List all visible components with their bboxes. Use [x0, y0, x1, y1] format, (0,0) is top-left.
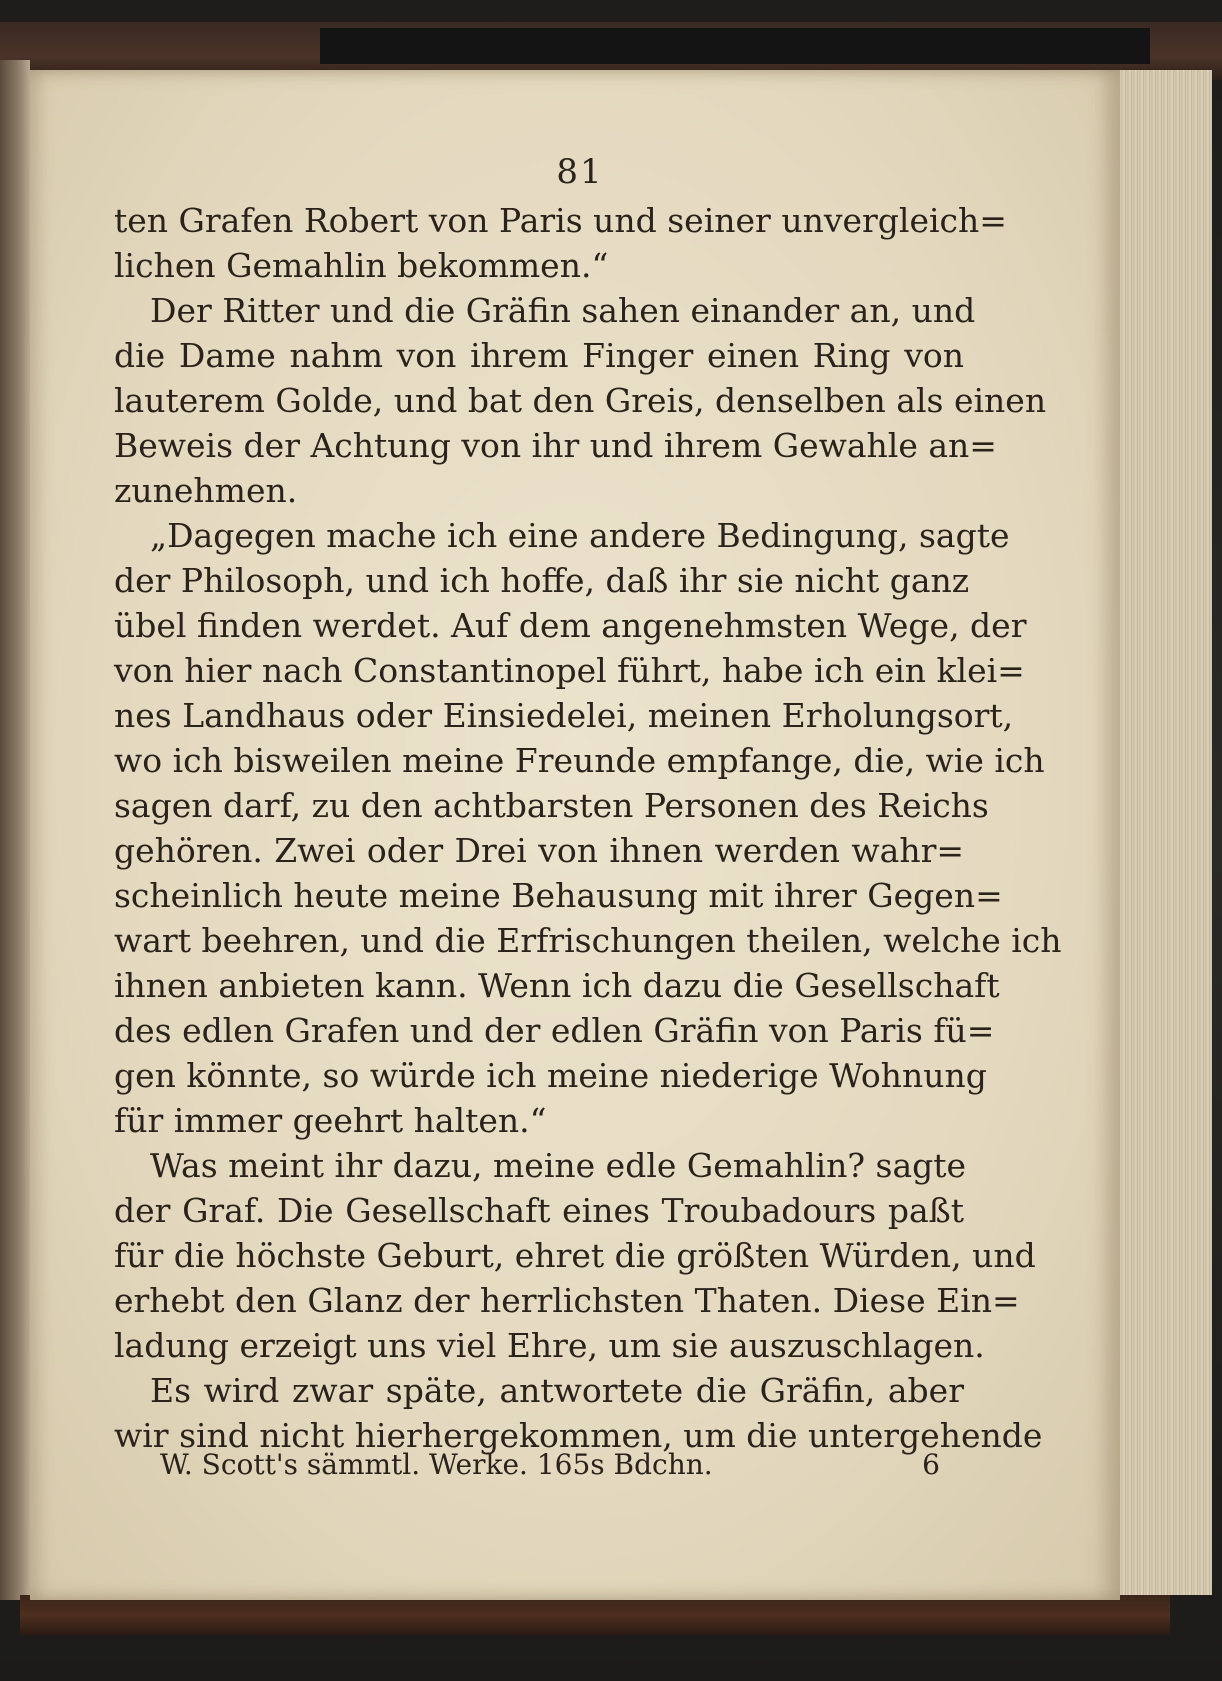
- text-line: wir sind nicht hierhergekommen, um die untergehende: [114, 1416, 1043, 1455]
- text-line: erhebt den Glanz der herrlichsten Thaten. Diese Ein=: [114, 1281, 1020, 1320]
- text-line: ten Grafen Robert von Paris und seiner unvergleich=: [114, 201, 1007, 240]
- left-gutter: [0, 60, 30, 1600]
- text-line: „Dagegen mache ich eine andere Bedingung, sagte: [150, 516, 1010, 555]
- text-line: wo ich bisweilen meine Freunde empfange, die, wie ich: [114, 741, 1045, 780]
- text-line: Es wird zwar späte, antwortete die Gräfin, aber: [150, 1371, 964, 1410]
- footer-sheet-number: 6: [922, 1448, 940, 1481]
- book-page: [30, 70, 1120, 1600]
- text-line: scheinlich heute meine Behausung mit ihrer Gegen=: [114, 876, 1003, 915]
- text-line: übel finden werdet. Auf dem angenehmsten Wege, der: [114, 606, 1027, 645]
- text-line: die Dame nahm von ihrem Finger einen Ring von: [114, 336, 964, 375]
- text-line: für die höchste Geburt, ehret die größten Würden, und: [114, 1236, 1036, 1275]
- text-line: nes Landhaus oder Einsiedelei, meinen Erholungsort,: [114, 696, 1014, 735]
- footer-signature: W. Scott's sämmtl. Werke. 165s Bdchn.: [160, 1448, 713, 1481]
- text-line: ihnen anbieten kann. Wenn ich dazu die Gesellschaft: [114, 966, 1000, 1005]
- text-line: gen könnte, so würde ich meine niederige Wohnung: [114, 1056, 987, 1095]
- text-line: der Graf. Die Gesellschaft eines Troubadours paßt: [114, 1191, 964, 1230]
- text-line: zunehmen.: [114, 471, 298, 510]
- text-line: der Philosoph, und ich hoffe, daß ihr sie nicht ganz: [114, 561, 970, 600]
- body-text: [114, 198, 1062, 1458]
- book-cover-bottom: [20, 1595, 1170, 1635]
- page-number: 81: [556, 152, 604, 192]
- text-line: des edlen Grafen und der edlen Gräfin von Paris fü=: [114, 1011, 995, 1050]
- text-line: Der Ritter und die Gräfin sahen einander an, und: [150, 291, 976, 330]
- page-footer: [160, 1448, 940, 1481]
- page-edges: [1118, 70, 1212, 1595]
- text-line: für immer geehrt halten.“: [114, 1101, 547, 1140]
- text-line: ladung erzeigt uns viel Ehre, um sie auszuschlagen.: [114, 1326, 985, 1365]
- text-line: wart beehren, und die Erfrischungen theilen, welche ich: [114, 921, 1062, 960]
- text-line: von hier nach Constantinopel führt, habe ich ein klei=: [114, 651, 1025, 690]
- book-spine-strip: [320, 28, 1150, 64]
- text-line: gehören. Zwei oder Drei von ihnen werden wahr=: [114, 831, 964, 870]
- text-line: Was meint ihr dazu, meine edle Gemahlin? sagte: [150, 1146, 967, 1185]
- text-line: lichen Gemahlin bekommen.“: [114, 246, 609, 285]
- text-line: sagen darf, zu den achtbarsten Personen des Reichs: [114, 786, 989, 825]
- text-line: Beweis der Achtung von ihr und ihrem Gewahle an=: [114, 426, 997, 465]
- text-line: lauterem Golde, und bat den Greis, denselben als einen: [114, 381, 1047, 420]
